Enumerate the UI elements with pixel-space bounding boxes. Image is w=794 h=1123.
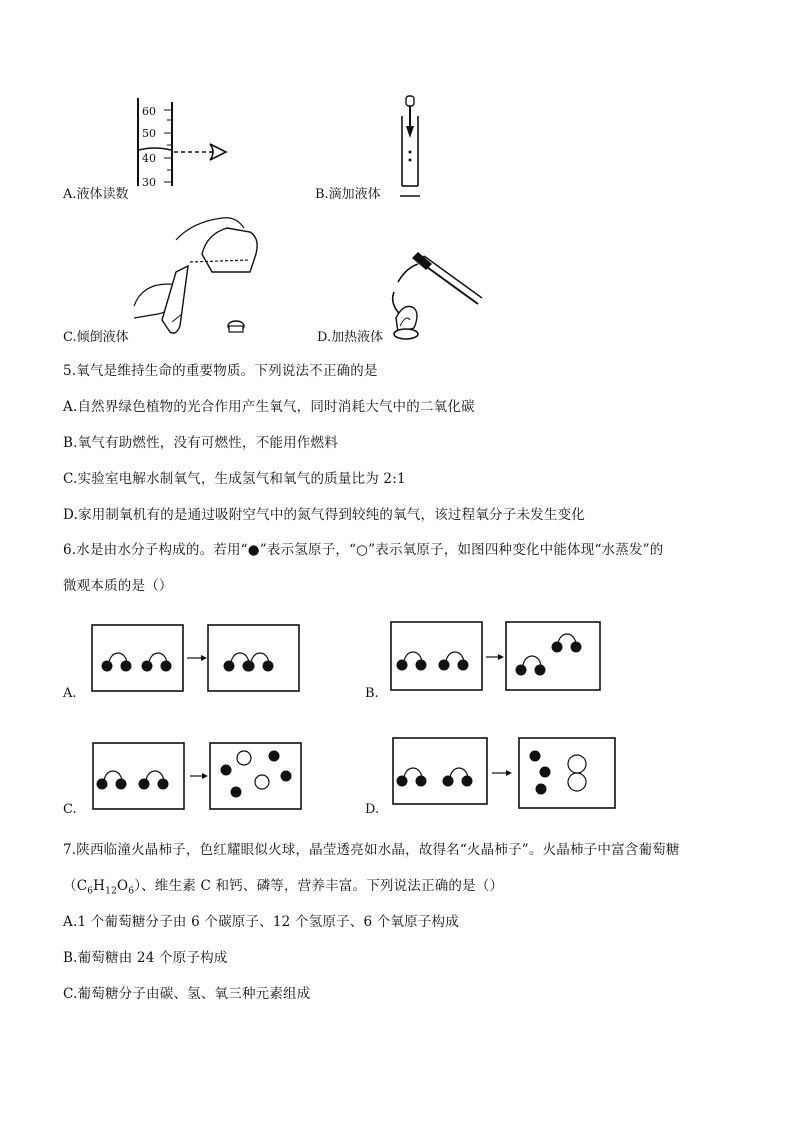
q6-diagram-d — [392, 737, 618, 811]
q6-diagram-b — [390, 621, 602, 693]
q6-diagram-a — [91, 624, 301, 694]
q4-option-c: C.倾倒液体 — [63, 330, 129, 345]
pouring-figure — [132, 214, 262, 340]
formula-sub-c: 6 — [87, 886, 94, 897]
q6-option-c-label: C. — [63, 802, 77, 817]
formula-sub-h: 12 — [105, 886, 118, 897]
q7-stem-line2 — [63, 877, 503, 901]
q6-option-d-label: D. — [365, 802, 380, 817]
q6-diagram-c — [92, 742, 304, 812]
q4-option-b: B.滴加液体 — [315, 187, 381, 202]
q5-option-b: B.氧气有助燃性，没有可燃性，不能用作燃料 — [63, 435, 338, 451]
formula-sub-o: 6 — [128, 886, 135, 897]
heating-figure — [386, 242, 486, 342]
q6-option-a-label: A. — [63, 686, 77, 701]
q4-option-d: D.加热液体 — [317, 330, 384, 345]
q7-stem-line1: 7.陕西临潼火晶柿子，色红耀眼似火球，晶莹透亮如水晶，故得名“火晶柿子”。火晶柿子中富含葡萄糖 — [63, 842, 680, 858]
scale-30: 30 — [142, 176, 156, 189]
eye-icon — [210, 144, 226, 160]
q7-option-c: C.葡萄糖分子由碳、氢、氧三种元素组成 — [63, 986, 311, 1002]
scale-60: 60 — [142, 105, 156, 118]
scale-40: 40 — [142, 152, 156, 165]
q5-option-d: D.家用制氧机有的是通过吸附空气中的氮气得到较纯的氧气，该过程氧分子未发生变化 — [63, 507, 585, 523]
formula-o: O — [117, 878, 129, 894]
dropper-figure — [396, 96, 436, 196]
q5-option-c: C.实验室电解水制氧气，生成氢气和氧气的质量比为 2:1 — [63, 471, 406, 487]
q6-option-b-label: B. — [365, 686, 379, 701]
scale-50: 50 — [142, 127, 156, 140]
q6-stem-line2: 微观本质的是（） — [63, 578, 173, 594]
q5-stem: 5.氧气是维持生命的重要物质。下列说法不正确的是 — [63, 363, 378, 379]
formula-h: H — [93, 878, 106, 894]
q7-option-b: B.葡萄糖由 24 个原子构成 — [63, 950, 228, 966]
formula-close-rest: ）、维生素 C 和钙、磷等，营养丰富。下列说法正确的是（） — [134, 878, 504, 894]
formula-open: （C — [63, 878, 88, 894]
q6-stem-line1: 6.水是由水分子构成的。若用“●”表示氢原子，“○”表示氧原子，如图四种变化中能体现“水蒸发”的 — [63, 542, 664, 558]
q5-option-a: A.自然界绿色植物的光合作用产生氧气，同时消耗大气中的二氧化碳 — [63, 399, 475, 415]
q7-option-a: A.1 个葡萄糖分子由 6 个碳原子、12 个氢原子、6 个氧原子构成 — [63, 914, 459, 930]
cylinder-reading-figure — [134, 98, 234, 190]
q4-option-a: A.液体读数 — [63, 187, 129, 202]
